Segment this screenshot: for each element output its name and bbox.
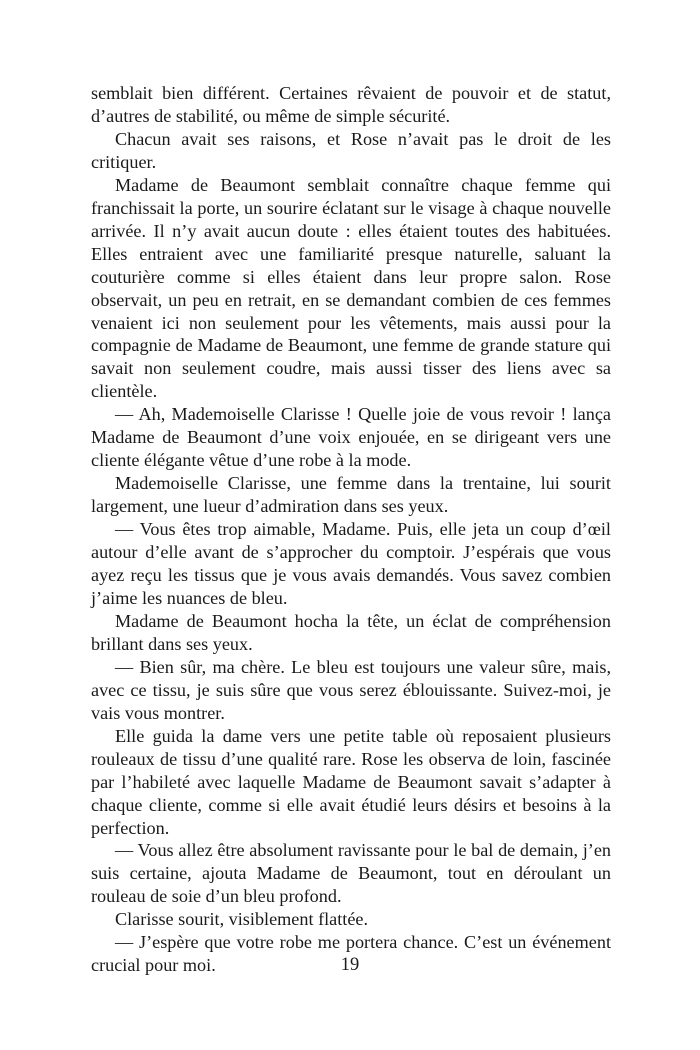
- body-text: [91, 82, 611, 977]
- paragraph: Madame de Beaumont semblait connaître chaque femme qui franchissait la porte, un sourire éclatant sur le visage à chaque nouvelle arrivée. Il n’y avait aucun doute : elles étaient toutes des habituées. Elles entraient avec une familiarité presque naturelle, saluant la couturière comme si elles étaient dans leur propre salon. Rose observait, un peu en retrait, en se demandant combien de ces femmes venaient ici non seulement pour les vêtements, mais aussi pour la compagnie de Madame de Beaumont, une femme de grande stature qui savait non seulement coudre, mais aussi tisser des liens avec sa clientèle.: [91, 174, 611, 402]
- paragraph: — Vous êtes trop aimable, Madame. Puis, elle jeta un coup d’œil autour d’elle avant de s’approcher du comptoir. J’espérais que vous ayez reçu les tissus que je vous avais demandés. Vous savez combien j’aime les nuances de bleu.: [91, 519, 611, 608]
- page-number: 19: [340, 955, 360, 975]
- paragraph: Madame de Beaumont hocha la tête, un éclat de compréhension brillant dans ses yeux.: [91, 610, 611, 654]
- paragraph: Elle guida la dame vers une petite table où reposaient plusieurs rouleaux de tissu d’une qualité rare. Rose les observa de loin, fascinée par l’habileté avec laquelle Madame de Beaumont savait s’adapter à chaque cliente, comme si elle avait étudié leurs désirs et besoins à la perfection.: [91, 725, 611, 838]
- paragraph: — J’espère que votre robe me portera chance. C’est un événement crucial pour moi.: [91, 932, 611, 976]
- paragraph: — Ah, Mademoiselle Clarisse ! Quelle joie de vous revoir ! lança Madame de Beaumont d’une voix enjouée, en se dirigeant vers une cliente élégante vêtue d’une robe à la mode.: [91, 404, 611, 471]
- paragraph: Mademoiselle Clarisse, une femme dans la trentaine, lui sourit largement, une lueur d’admiration dans ses yeux.: [91, 473, 611, 517]
- paragraph: — Vous allez être absolument ravissante pour le bal de demain, j’en suis certaine, ajouta Madame de Beaumont, tout en déroulant un rouleau de soie d’un bleu profond.: [91, 840, 611, 907]
- paragraph: Chacun avait ses raisons, et Rose n’avait pas le droit de les critiquer.: [91, 128, 611, 172]
- paragraph: — Bien sûr, ma chère. Le bleu est toujours une valeur sûre, mais, avec ce tissu, je suis sûre que vous serez éblouissante. Suivez-moi, je vais vous montrer.: [91, 656, 611, 723]
- paragraph: semblait bien différent. Certaines rêvaient de pouvoir et de statut, d’autres de stabilité, ou même de simple sécurité.: [91, 83, 611, 126]
- paragraph: Clarisse sourit, visiblement flattée.: [115, 909, 369, 930]
